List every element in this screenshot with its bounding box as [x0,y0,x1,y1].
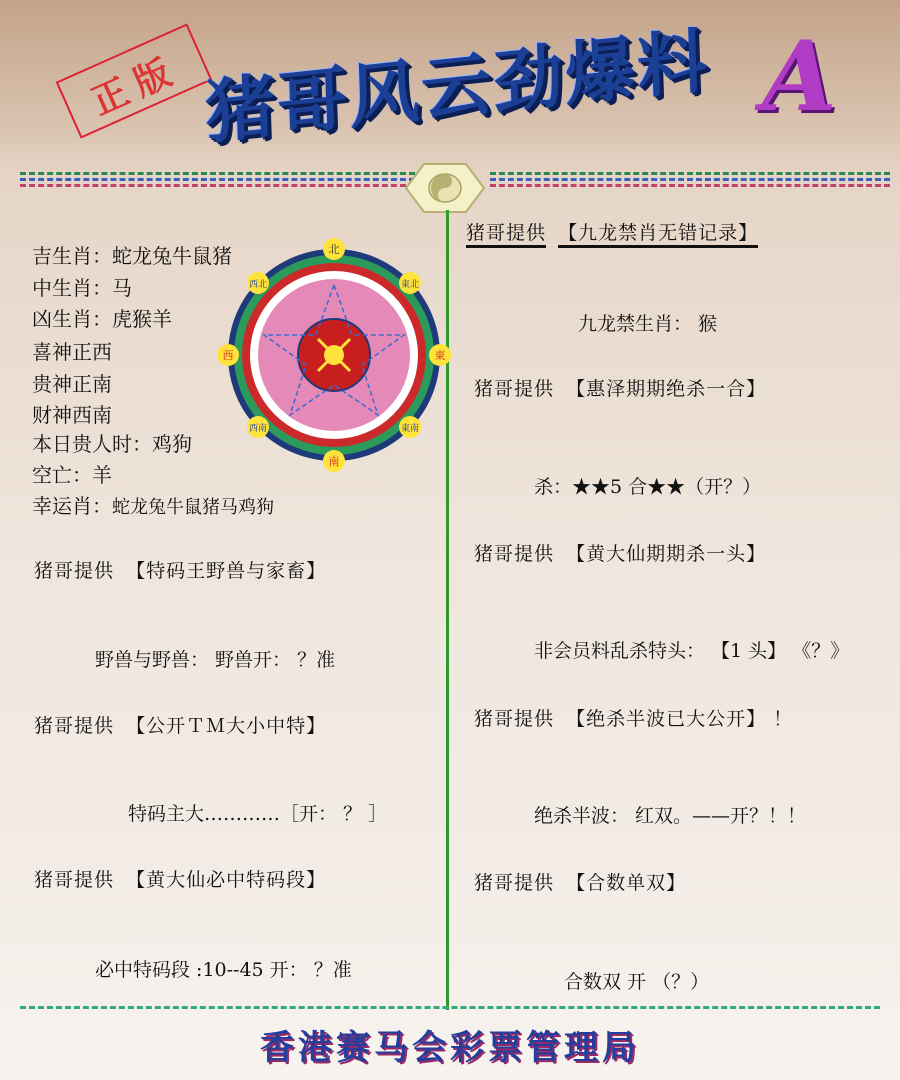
info-void: 空亡：羊 [32,463,112,487]
right-section-2-heading: 猪哥提供 【惠泽期期绝杀一合】 [474,378,767,400]
info-noble-god: 贵神正南 [32,372,112,396]
left-section-2-heading: 猪哥提供 【公开ＴＭ大小中特】 [34,715,327,737]
wheel-label-se: 東南 [400,424,420,434]
right-section-2-content: 杀：★★5 合★★（开？） [534,476,762,498]
bagua-emblem-icon [404,160,486,216]
wheel-label-ne: 東北 [400,280,420,290]
footer-divider [20,1006,880,1009]
genuine-stamp [56,23,213,138]
left-section-1-content: 野兽与野兽： 野兽开： ？准 [95,649,336,671]
right-section-1-content: 九龙禁生肖： 猴 [578,313,718,335]
right-section-5-content: 合数双 开 （？） [564,971,710,993]
info-joy-god: 喜神正西 [32,340,112,364]
wheel-label-sw: 西南 [248,424,268,434]
info-lucky-zodiac: 吉生肖：蛇龙兔牛鼠猪 [32,244,232,268]
right-section-4-heading: 猪哥提供 【绝杀半波已大公开】 ！ [474,708,794,730]
info-bad-zodiac: 凶生肖：虎猴羊 [32,307,172,331]
header-divider-left [20,172,415,198]
left-section-3-heading: 猪哥提供 【黄大仙必中特码段】 [34,869,327,891]
stamp-text: 正版 [85,47,187,124]
info-middle-zodiac: 中生肖：马 [32,276,132,300]
wheel-label-s: 南 [328,455,340,468]
left-section-1-heading: 猪哥提供 【特码王野兽与家畜】 [34,560,327,582]
page-title: 猪哥风云劲爆料 [203,19,711,155]
right-section-3-heading: 猪哥提供 【黄大仙期期杀一头】 [474,543,767,565]
header-banner [0,0,900,170]
right-section-3-content: 非会员料乱杀特头： 【1 头】 《？》 [534,640,850,662]
left-section-3-content: 必中特码段 :10--45 开： ？准 [95,959,352,981]
wheel-label-nw: 西北 [248,280,268,290]
wheel-label-e: 東 [434,349,446,362]
footer-title: 香港赛马会彩票管理局 [260,1028,640,1068]
info-noble-hour: 本日贵人时：鸡狗 [32,432,192,456]
right-section-1-heading: 猪哥提供 【九龙禁肖无错记录】 [466,218,758,245]
edition-badge: A [762,20,837,133]
fengshui-wheel [214,235,454,475]
right-section-5-heading: 猪哥提供 【合数单双】 [474,872,687,894]
right-section-4-content: 绝杀半波： 红双。——开？！！ [534,805,807,827]
wheel-label-n: 北 [328,243,340,256]
info-wealth-god: 财神西南 [32,403,112,427]
left-section-2-content: 特码主大…………［开： ？ ］ [128,803,388,825]
header-divider-right [490,172,890,198]
info-fortune-zodiac: 幸运肖：蛇龙兔牛鼠猪马鸡狗 [32,494,274,518]
wheel-label-w: 西 [222,349,234,362]
